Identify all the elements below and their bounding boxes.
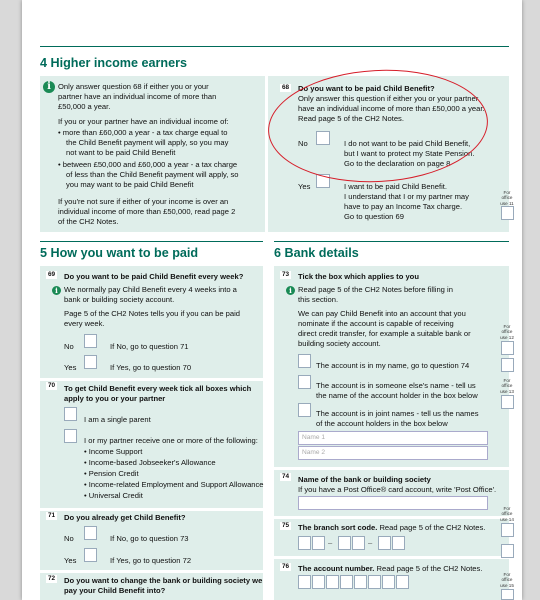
benefit-item: • Universal Credit: [84, 491, 143, 501]
office-use-box-13[interactable]: [501, 395, 514, 409]
office-use-box-15[interactable]: [501, 589, 514, 600]
office-use-box-12b[interactable]: [501, 358, 514, 372]
section-4-bullet-1: • more than £60,000 a year - a tax charge equal to: [58, 128, 228, 137]
question-68-no-line-1: I do not want to be paid Child Benefit,: [344, 139, 471, 148]
section-4-bullet-1c: not want to be paid Child Benefit: [66, 148, 176, 157]
section-5-separator-3: [40, 570, 263, 573]
question-73-note-3: direct credit transfer, for example a suitable bank or: [298, 329, 471, 338]
office-use-box-12[interactable]: [501, 341, 514, 355]
sort-code-separator: –: [328, 538, 333, 547]
question-74-number: 74: [282, 473, 290, 480]
question-68-line-2: have an individual income of more than £50,000 a year.: [298, 104, 485, 113]
question-74-note: If you have a Post Office® card account, write 'Post Office'.: [298, 485, 497, 494]
account-number-digit[interactable]: [368, 575, 381, 589]
section-5-separator-1: [40, 378, 263, 381]
form-page: [22, 0, 522, 600]
question-69-info-1: We normally pay Child Benefit every 4 weeks into a: [64, 285, 237, 294]
section-4-info-4: If you or your partner have an individual income of:: [58, 117, 229, 126]
question-68-title: Do you want to be paid Child Benefit?: [298, 84, 435, 93]
section-4-info-3: £50,000 a year.: [58, 102, 111, 111]
question-73-title: Tick the box which applies to you: [298, 272, 419, 281]
question-76-title: The account number. Read page 5 of the CH2 Notes.: [298, 564, 483, 573]
question-68-yes-label: Yes: [298, 182, 311, 191]
section-5-title: 5 How you want to be paid: [40, 246, 199, 260]
account-holder-name-2-field[interactable]: Name 2: [298, 446, 488, 460]
sort-code-digit[interactable]: [352, 536, 365, 550]
office-use-label-11: For office use 11: [500, 190, 514, 206]
sort-code-digit[interactable]: [312, 536, 325, 550]
question-71-yes-text: If Yes, go to question 72: [110, 556, 192, 565]
question-73-number: 73: [282, 271, 290, 278]
question-70-single-checkbox[interactable]: [64, 407, 77, 421]
question-71-yes-checkbox[interactable]: [84, 548, 97, 562]
question-69-info-2: bank or building society account.: [64, 295, 175, 304]
question-70-number: 70: [48, 382, 56, 389]
question-73-other-name-label-2: the name of the account holder in the box below: [316, 391, 478, 400]
question-68-line-1: Only answer this question if either you or your partner: [298, 94, 479, 103]
question-73-own-name-checkbox[interactable]: [298, 354, 311, 368]
office-use-box-11[interactable]: [501, 206, 514, 220]
question-69-note-2: every week.: [64, 319, 105, 328]
question-75-title: The branch sort code. Read page 5 of the CH2 Notes.: [298, 523, 486, 532]
account-number-digit[interactable]: [340, 575, 353, 589]
office-use-box-14[interactable]: [501, 523, 514, 537]
question-71-title: Do you already get Child Benefit?: [64, 513, 186, 522]
account-number-digit[interactable]: [298, 575, 311, 589]
sort-code-digit[interactable]: [298, 536, 311, 550]
section-4-bullet-1b: the Child Benefit payment will apply, so you may: [66, 138, 229, 147]
question-68-line-3: Read page 5 of the CH2 Notes.: [298, 114, 404, 123]
question-69-title: Do you want to be paid Child Benefit every week?: [64, 272, 244, 281]
sort-code-digit[interactable]: [378, 536, 391, 550]
section-6-separator-3: [274, 556, 509, 559]
sort-code-digit[interactable]: [338, 536, 351, 550]
account-number-digit[interactable]: [354, 575, 367, 589]
account-number-digit[interactable]: [382, 575, 395, 589]
info-icon: i: [52, 286, 61, 295]
section-6-title: 6 Bank details: [274, 246, 359, 260]
question-76-number: 76: [282, 563, 290, 570]
info-icon: i: [43, 81, 55, 93]
question-74-title: Name of the bank or building society: [298, 475, 431, 484]
office-use-label-12: For office use 12: [500, 324, 514, 340]
section-4-unsure-3: of the CH2 Notes.: [58, 217, 119, 226]
question-72-title-2: pay your Child Benefit into?: [64, 586, 166, 595]
question-73-note-2: nominate if the account is capable of receiving: [298, 319, 454, 328]
question-69-number: 69: [48, 271, 56, 278]
question-68-number: 68: [282, 84, 290, 91]
question-71-no-checkbox[interactable]: [84, 526, 97, 540]
question-73-info-1: Read page 5 of the CH2 Notes before filling in: [298, 285, 453, 294]
question-71-number: 71: [48, 512, 56, 519]
sort-code-digit[interactable]: [392, 536, 405, 550]
section-4-info-2: partner have an individual income of more than: [58, 92, 217, 101]
question-70-title-1: To get Child Benefit every week tick all boxes which: [64, 384, 252, 393]
question-73-joint-names-checkbox[interactable]: [298, 403, 311, 417]
benefit-item: • Income-related Employment and Support Allowance: [84, 480, 264, 490]
question-70-receive-checkbox[interactable]: [64, 429, 77, 443]
question-70-title-2: apply to you or your partner: [64, 394, 166, 403]
section-4-unsure-2: individual income of more than £50,000, read page 2: [58, 207, 236, 216]
section-4-divider: [265, 76, 268, 232]
question-68-yes-line-1: I want to be paid Child Benefit.: [344, 182, 448, 191]
section-6-separator-2: [274, 516, 509, 519]
question-70-single-label: I am a single parent: [84, 415, 151, 424]
account-number-digit[interactable]: [396, 575, 409, 589]
question-73-other-name-checkbox[interactable]: [298, 375, 311, 389]
bank-name-field[interactable]: [298, 496, 488, 510]
question-69-no-text: If No, go to question 71: [110, 342, 189, 351]
benefit-item: • Income-based Jobseeker's Allowance: [84, 458, 216, 468]
question-73-own-name-label: The account is in my name, go to question 74: [316, 361, 470, 370]
sort-code-separator: –: [368, 538, 373, 547]
question-73-note-1: We can pay Child Benefit into an account that you: [298, 309, 466, 318]
info-icon: i: [286, 286, 295, 295]
question-69-no-label: No: [64, 342, 74, 351]
section-4-bullet-2c: you may want to be paid Child Benefit: [66, 180, 194, 189]
question-72-number: 72: [48, 575, 56, 582]
question-68-yes-line-3: have to pay an Income Tax charge.: [344, 202, 463, 211]
benefit-item: • Pension Credit: [84, 469, 139, 479]
question-71-no-text: If No, go to question 73: [110, 534, 189, 543]
question-69-yes-checkbox[interactable]: [84, 355, 97, 369]
section-4-rule: [40, 46, 509, 47]
question-68-no-line-3: Go to the declaration on page 8: [344, 159, 451, 168]
question-73-info-2: this section.: [298, 295, 339, 304]
office-use-label-13: For office use 13: [500, 378, 514, 394]
section-4-bullet-2: • between £50,000 and £60,000 a year - a tax charge: [58, 160, 238, 169]
section-5-separator-2: [40, 508, 263, 511]
question-68-yes-line-4: Go to question 69: [344, 212, 404, 221]
account-number-digit[interactable]: [312, 575, 325, 589]
question-71-no-label: No: [64, 534, 74, 543]
question-71-yes-label: Yes: [64, 556, 77, 565]
question-69-yes-label: Yes: [64, 363, 77, 372]
section-4-title: 4 Higher income earners: [40, 56, 187, 70]
section-4-info-1: Only answer question 68 if either you or your: [58, 82, 209, 91]
question-75-number: 75: [282, 522, 290, 529]
question-69-no-checkbox[interactable]: [84, 334, 97, 348]
office-use-label-15: For office use 15: [500, 572, 514, 588]
account-number-digit[interactable]: [326, 575, 339, 589]
question-73-other-name-label-1: The account is in someone else's name - tell us: [316, 381, 476, 390]
question-70-receive-label: I or my partner receive one or more of the following:: [84, 436, 258, 445]
section-6-separator-1: [274, 467, 509, 470]
question-73-joint-names-label-2: of the account holders in the box below: [316, 419, 448, 428]
question-68-yes-line-2: I understand that I or my partner may: [344, 192, 469, 201]
question-69-note-1: Page 5 of the CH2 Notes tells you if you can be paid: [64, 309, 241, 318]
office-use-label-14: For office use 14: [500, 506, 514, 522]
question-68-no-label: No: [298, 139, 308, 148]
account-holder-name-1-field[interactable]: Name 1: [298, 431, 488, 445]
question-73-note-4: building society account.: [298, 339, 381, 348]
question-68-no-line-2: but I want to protect my State Pension.: [344, 149, 475, 158]
question-72-title-1: Do you want to change the bank or building society we: [64, 576, 263, 585]
section-4-unsure-1: If you're not sure if either of your income is over an: [58, 197, 229, 206]
question-69-yes-text: If Yes, go to question 70: [110, 363, 192, 372]
office-use-box-14b[interactable]: [501, 544, 514, 558]
question-73-joint-names-label-1: The account is in joint names - tell us the names: [316, 409, 479, 418]
benefit-item: • Income Support: [84, 447, 142, 457]
section-6-rule: [274, 241, 509, 242]
section-4-bullet-2b: of less than the Child Benefit payment will apply, so: [66, 170, 239, 179]
section-5-rule: [40, 241, 263, 242]
